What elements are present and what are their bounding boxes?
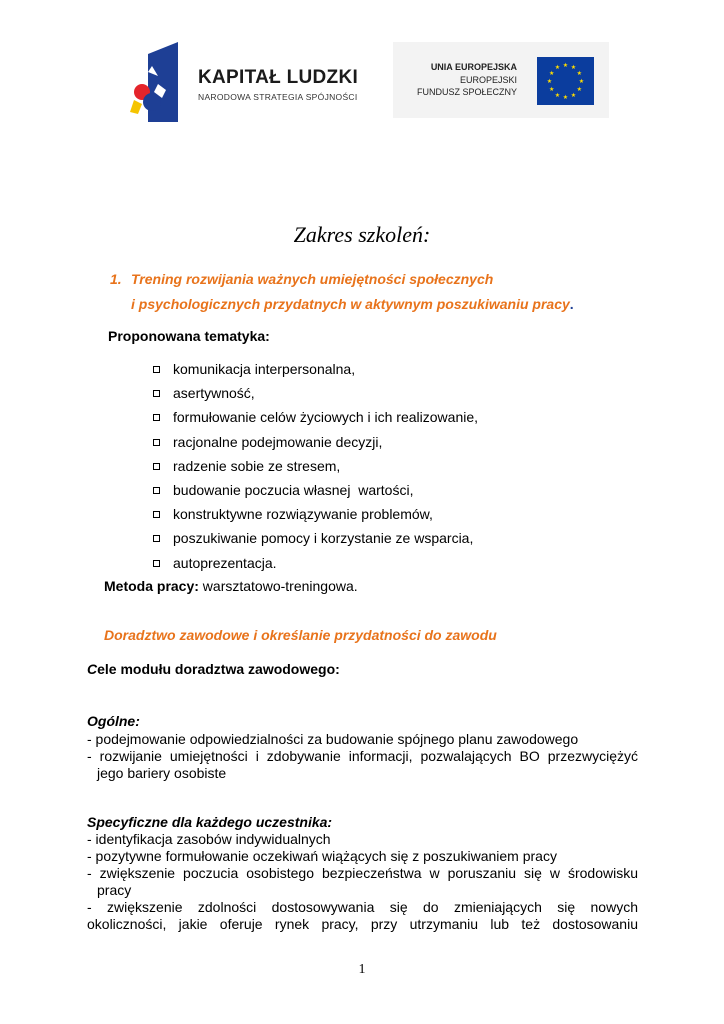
general-item-2: - rozwijanie umiejętności i zdobywanie informacji, pozwalających BO przezwyciężyć — [87, 748, 638, 764]
eu-efs-logo — [393, 42, 609, 118]
checkbox-bullet-icon — [153, 560, 160, 567]
eu-logo-line1: UNIA EUROPEJSKA — [430, 62, 517, 72]
method-label: Metoda pracy: — [104, 578, 199, 594]
section1-heading-line1: Trening rozwijania ważnych umiejętności społecznych — [131, 271, 494, 287]
topic-text: asertywność, — [173, 385, 255, 402]
section1-heading-line2-wrap — [131, 296, 574, 314]
topics-list — [153, 361, 478, 579]
specific-label: Specyficzne dla każdego uczestnika: — [87, 814, 333, 830]
page-number: 1 — [358, 962, 366, 977]
specific-item-3: - zwiększenie poczucia osobistego bezpieczeństwa w poruszaniu się w środowisku — [87, 865, 638, 881]
topic-text: autoprezentacja. — [173, 554, 277, 571]
topic-text: poszukiwanie pomocy i korzystanie ze wsparcia, — [173, 530, 474, 547]
kapital-ludzki-subtitle: NARODOWA STRATEGIA SPÓJNOŚCI — [198, 92, 358, 102]
checkbox-bullet-icon — [153, 535, 160, 542]
kapital-ludzki-emblem-icon — [128, 42, 190, 122]
eu-star-icon: ★ — [570, 92, 577, 99]
checkbox-bullet-icon — [153, 511, 160, 518]
topic-text: radzenie sobie ze stresem, — [173, 457, 341, 474]
list-item — [153, 458, 478, 482]
checkbox-bullet-icon — [153, 463, 160, 470]
eu-star-icon: ★ — [578, 79, 585, 85]
eu-star-icon: ★ — [548, 87, 555, 93]
goals-heading-initial: C — [87, 661, 98, 677]
eu-star-icon: ★ — [576, 87, 583, 93]
eu-star-icon: ★ — [546, 79, 553, 85]
specific-item-1: - identyfikacja zasobów indywidualnych — [87, 831, 331, 847]
specific-item-3-cont: pracy — [97, 882, 132, 898]
eu-star-icon: ★ — [548, 71, 555, 77]
section1-number: 1. — [110, 271, 122, 287]
eu-logo-line2: EUROPEJSKI — [459, 75, 517, 85]
specific-item-4: - zwiększenie zdolności dostosowywania się do zmieniających się nowych — [87, 899, 638, 915]
goals-heading-rest: ele modułu doradztwa zawodowego: — [97, 661, 340, 677]
list-item — [153, 530, 478, 554]
eu-flag-icon — [537, 57, 594, 105]
eu-star-icon: ★ — [576, 71, 583, 77]
document-title: Zakres szkoleń: — [293, 222, 431, 247]
topic-text: komunikacja interpersonalna, — [173, 361, 356, 377]
list-item — [153, 482, 478, 506]
topic-text: racjonalne podejmowanie decyzji, — [173, 433, 383, 450]
section1-heading-line2: i psychologicznych przydatnych w aktywnym poszukiwaniu pracy — [131, 296, 570, 312]
eu-logo-line3: FUNDUSZ SPOŁECZNY — [416, 87, 517, 97]
general-item-1: - podejmowanie odpowiedzialności za budowanie spójnego planu zawodowego — [87, 731, 579, 747]
topic-text: formułowanie celów życiowych i ich realizowanie, — [173, 409, 479, 426]
goals-heading — [87, 661, 340, 677]
general-item-2-cont: jego bariery osobiste — [97, 765, 227, 781]
checkbox-bullet-icon — [153, 390, 160, 397]
checkbox-bullet-icon — [153, 439, 160, 446]
general-label: Ogólne: — [87, 713, 140, 729]
kapital-ludzki-logo — [128, 42, 368, 124]
topic-text: budowanie poczucia własnej wartości, — [173, 481, 414, 498]
list-item — [153, 555, 478, 579]
eu-star-icon: ★ — [562, 95, 569, 101]
topic-text: konstruktywne rozwiązywanie problemów, — [173, 506, 433, 523]
list-item — [153, 385, 478, 409]
list-item — [153, 361, 478, 385]
eu-star-icon: ★ — [570, 65, 577, 72]
method-value: warsztatowo-treningowa. — [198, 578, 358, 594]
list-item — [153, 506, 478, 530]
checkbox-bullet-icon — [153, 487, 160, 494]
checkbox-bullet-icon — [153, 366, 160, 373]
checkbox-bullet-icon — [153, 414, 160, 421]
specific-item-2: - pozytywne formułowanie oczekiwań wiążących się z poszukiwaniem pracy — [87, 848, 557, 864]
list-item — [153, 409, 478, 433]
section2-heading: Doradztwo zawodowe i określanie przydatności do zawodu — [104, 627, 497, 643]
eu-star-icon: ★ — [562, 63, 569, 69]
specific-item-4-cont: okoliczności, jakie oferuje rynek pracy, przy utrzymaniu lub też dostosowaniu — [87, 916, 638, 932]
eu-star-icon: ★ — [554, 65, 561, 72]
list-item — [153, 434, 478, 458]
kapital-ludzki-title: KAPITAŁ LUDZKI — [198, 67, 359, 88]
method-line — [104, 578, 358, 594]
eu-star-icon: ★ — [554, 92, 561, 99]
section1-heading-period: . — [569, 296, 574, 312]
topics-label: Proponowana tematyka: — [108, 328, 270, 344]
